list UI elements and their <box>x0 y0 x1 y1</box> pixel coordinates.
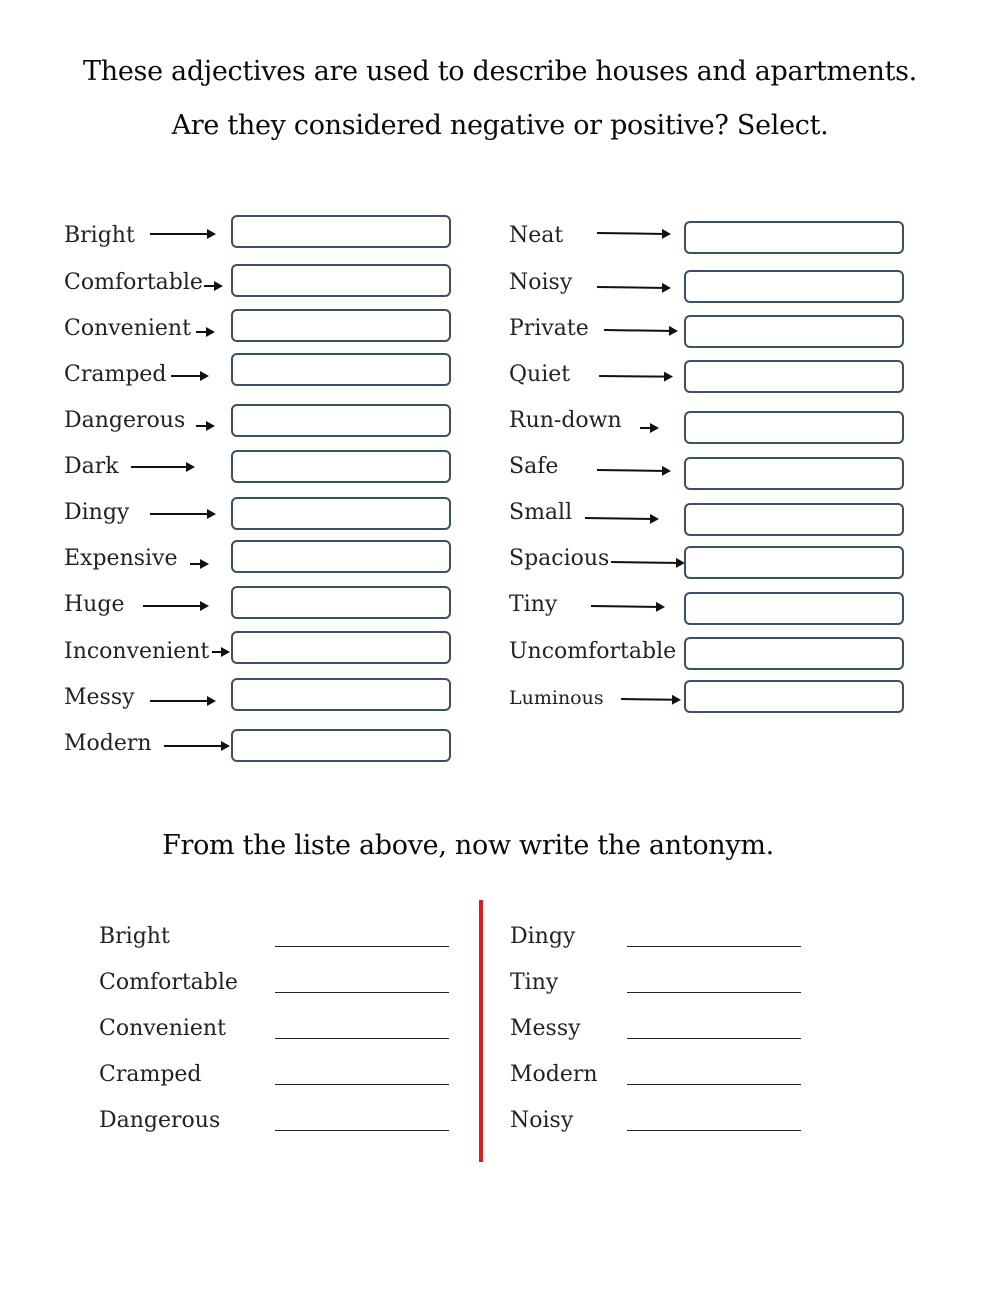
antonym-word: Messy <box>510 1016 581 1041</box>
answer-box[interactable] <box>231 540 451 573</box>
antonym-word: Tiny <box>510 970 559 995</box>
arrow-icon <box>212 651 226 653</box>
answer-box[interactable] <box>231 353 451 386</box>
adjective-label: Inconvenient <box>64 639 210 664</box>
answer-blank[interactable] <box>627 946 801 947</box>
adjective-label: Tiny <box>509 592 558 617</box>
adjective-label: Messy <box>64 685 135 710</box>
answer-box[interactable] <box>684 503 904 536</box>
answer-box[interactable] <box>231 264 451 297</box>
answer-box[interactable] <box>684 221 904 254</box>
answer-box[interactable] <box>684 546 904 579</box>
adjective-label: Quiet <box>509 362 571 387</box>
answer-blank[interactable] <box>275 946 449 947</box>
arrow-icon <box>150 233 212 235</box>
answer-box[interactable] <box>684 457 904 490</box>
adjective-label: Expensive <box>64 546 178 571</box>
red-divider <box>479 900 483 1162</box>
answer-blank[interactable] <box>627 1130 801 1131</box>
answer-box[interactable] <box>684 315 904 348</box>
adjective-label: Safe <box>509 454 559 479</box>
answer-box[interactable] <box>231 678 451 711</box>
arrow-icon <box>585 517 655 520</box>
adjective-label: Dangerous <box>64 408 186 433</box>
answer-blank[interactable] <box>627 992 801 993</box>
instructions-line-1: These adjectives are used to describe houses and apartments. <box>83 56 917 87</box>
answer-blank[interactable] <box>627 1084 801 1085</box>
arrow-icon <box>190 563 205 565</box>
arrow-icon <box>143 605 205 607</box>
arrow-icon <box>604 329 674 332</box>
adjective-label: Bright <box>64 223 135 248</box>
antonym-word: Convenient <box>99 1016 226 1041</box>
answer-blank[interactable] <box>275 1130 449 1131</box>
answer-box[interactable] <box>684 637 904 670</box>
adjective-label: Comfortable <box>64 270 203 295</box>
adjective-label: Private <box>509 316 589 341</box>
adjective-label: Huge <box>64 592 125 617</box>
arrow-icon <box>597 469 667 472</box>
answer-box[interactable] <box>231 729 451 762</box>
arrow-icon <box>640 427 655 429</box>
arrow-icon <box>597 286 667 289</box>
answer-box[interactable] <box>684 360 904 393</box>
arrow-icon <box>621 698 677 701</box>
answer-box[interactable] <box>231 450 451 483</box>
answer-blank[interactable] <box>627 1038 801 1039</box>
answer-box[interactable] <box>684 592 904 625</box>
antonym-word: Dangerous <box>99 1108 221 1133</box>
adjective-label: Dingy <box>64 500 130 525</box>
answer-box[interactable] <box>231 586 451 619</box>
antonym-word: Comfortable <box>99 970 238 995</box>
antonym-title: From the liste above, now write the antonym. <box>162 830 774 861</box>
arrow-icon <box>131 466 191 468</box>
adjective-label: Spacious <box>509 546 610 571</box>
adjective-label: Neat <box>509 223 564 248</box>
antonym-word: Dingy <box>510 924 576 949</box>
answer-blank[interactable] <box>275 992 449 993</box>
antonym-word: Noisy <box>510 1108 574 1133</box>
arrow-icon <box>171 375 205 377</box>
arrow-icon <box>599 375 669 378</box>
antonym-word: Modern <box>510 1062 598 1087</box>
adjective-label: Cramped <box>64 362 167 387</box>
adjective-label: Uncomfortable <box>509 639 677 664</box>
adjective-label: Convenient <box>64 316 191 341</box>
answer-box[interactable] <box>231 404 451 437</box>
answer-box[interactable] <box>231 497 451 530</box>
adjective-label: Dark <box>64 454 119 479</box>
answer-box[interactable] <box>684 411 904 444</box>
arrow-icon <box>150 513 212 515</box>
instructions-line-2: Are they considered negative or positive? Select. <box>171 110 829 141</box>
arrow-icon <box>591 605 661 608</box>
arrow-icon <box>164 745 226 747</box>
answer-box[interactable] <box>684 680 904 713</box>
answer-box[interactable] <box>684 270 904 303</box>
answer-blank[interactable] <box>275 1084 449 1085</box>
arrow-icon <box>204 285 219 287</box>
arrow-icon <box>611 561 681 564</box>
adjective-label: Modern <box>64 731 152 756</box>
answer-box[interactable] <box>231 309 451 342</box>
adjective-label: Noisy <box>509 270 573 295</box>
adjective-label: Run-down <box>509 408 622 433</box>
adjective-label: Small <box>509 500 573 525</box>
adjective-label: Luminous <box>509 687 604 709</box>
antonym-word: Cramped <box>99 1062 202 1087</box>
arrow-icon <box>196 425 211 427</box>
answer-blank[interactable] <box>275 1038 449 1039</box>
arrow-icon <box>597 232 667 235</box>
answer-box[interactable] <box>231 215 451 248</box>
antonym-word: Bright <box>99 924 170 949</box>
answer-box[interactable] <box>231 631 451 664</box>
arrow-icon <box>196 331 211 333</box>
arrow-icon <box>150 700 212 702</box>
